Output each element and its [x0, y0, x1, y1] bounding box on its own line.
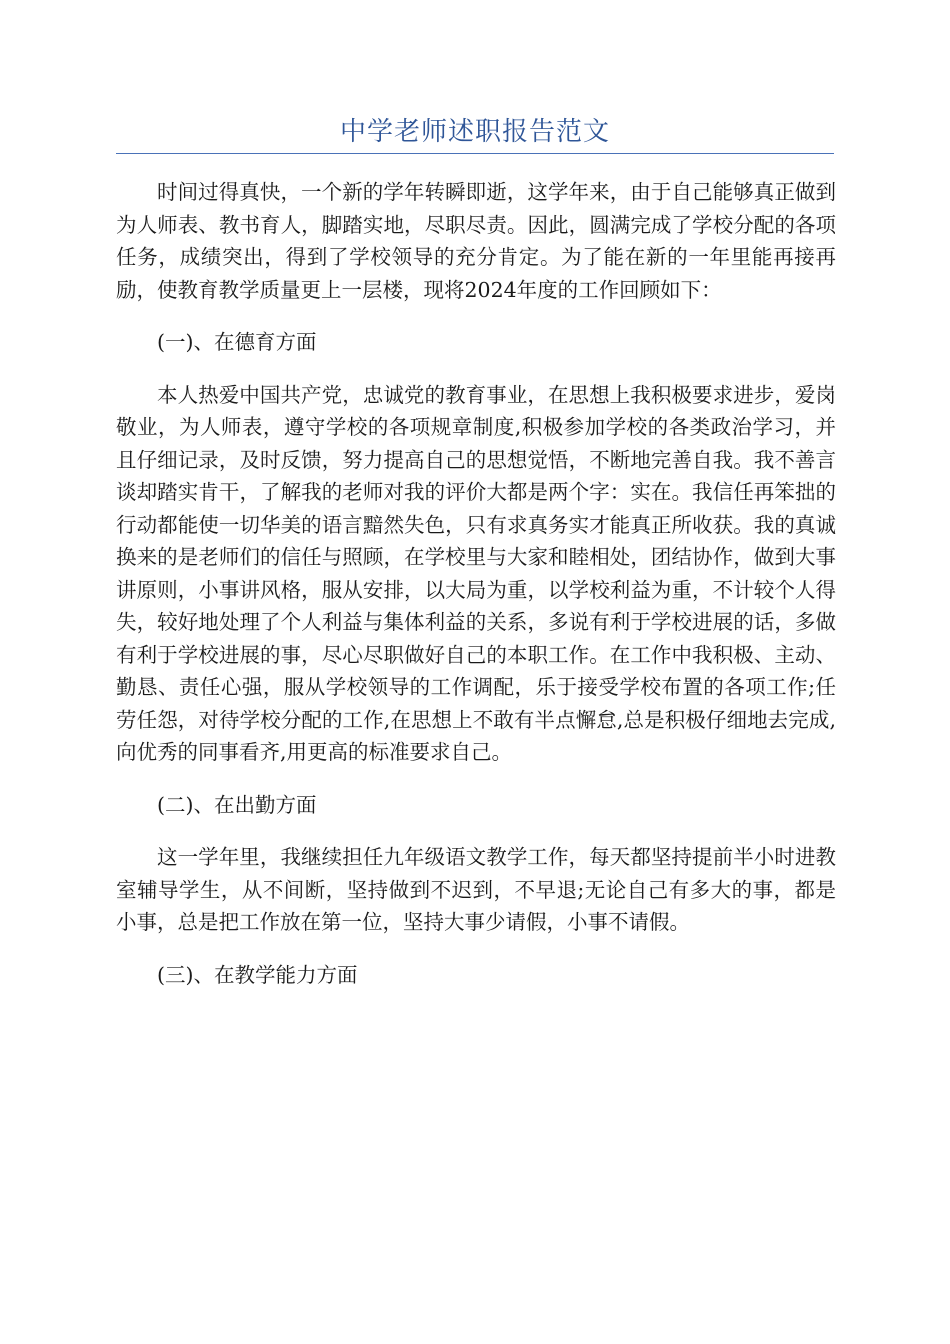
title-underline — [116, 153, 834, 154]
document-title: 中学老师述职报告范文 — [339, 117, 610, 147]
section-heading-attendance: (二)、在出勤方面 — [157, 792, 317, 817]
moral-paragraph: 本人热爱中国共产党，忠诚党的教育事业，在思想上我积极要求进步，爱岗敬业，为人师表，遵守学校的各项规章制度,积极参加学校的各类政治学习，并且仔细记录，及时反馈，努力提高自己的思想觉悟，不断地完善自我。我不善言谈却踏实肯干，了解我的老师对我的评价大都是两个字：实在。我信任再笨拙的行动都能使一切华美的语言黯然失色，只有求真务实才能真正所收获。我的真诚换来的是老师们的信任与照顾，在学校里与大家和睦相处，团结协作，做到大事讲原则，小事讲风格，服从安排，以大局为重，以学校利益为重，不计较个人得失，较好地处理了个人利益与集体利益的关系，多说有利于学校进展的话，多做有利于学校进展的事，尽心尽职做好自己的本职工作。在工作中我积极、主动、勤恳、责任心强，服从学校领导的工作调配，乐于接受学校布置的各项工作;任劳任怨，对待学校分配的工作,在思想上不敢有半点懈怠,总是积极仔细地去完成,向优秀的同事看齐,用更高的标准要求自己。 — [116, 382, 836, 764]
intro-paragraph: 时间过得真快，一个新的学年转瞬即逝，这学年来，由于自己能够真正做到为人师表、教书育人，脚踏实地，尽职尽责。因此，圆满完成了学校分配的各项任务，成绩突出，得到了学校领导的充分肯定。为了能在新的一年里能再接再励，使教育教学质量更上一层楼，现将2024年度的工作回顾如下： — [116, 180, 836, 302]
attendance-paragraph: 这一学年里，我继续担任九年级语文教学工作，每天都坚持提前半小时进教室辅导学生，从不间断，坚持做到不迟到，不早退;无论自己有多大的事，都是小事，总是把工作放在第一位，坚持大事少请假，小事不请假。 — [116, 845, 836, 934]
section-heading-teaching: (三)、在教学能力方面 — [157, 962, 358, 987]
document-body — [116, 176, 836, 1011]
section-heading-moral: (一)、在德育方面 — [157, 330, 317, 354]
